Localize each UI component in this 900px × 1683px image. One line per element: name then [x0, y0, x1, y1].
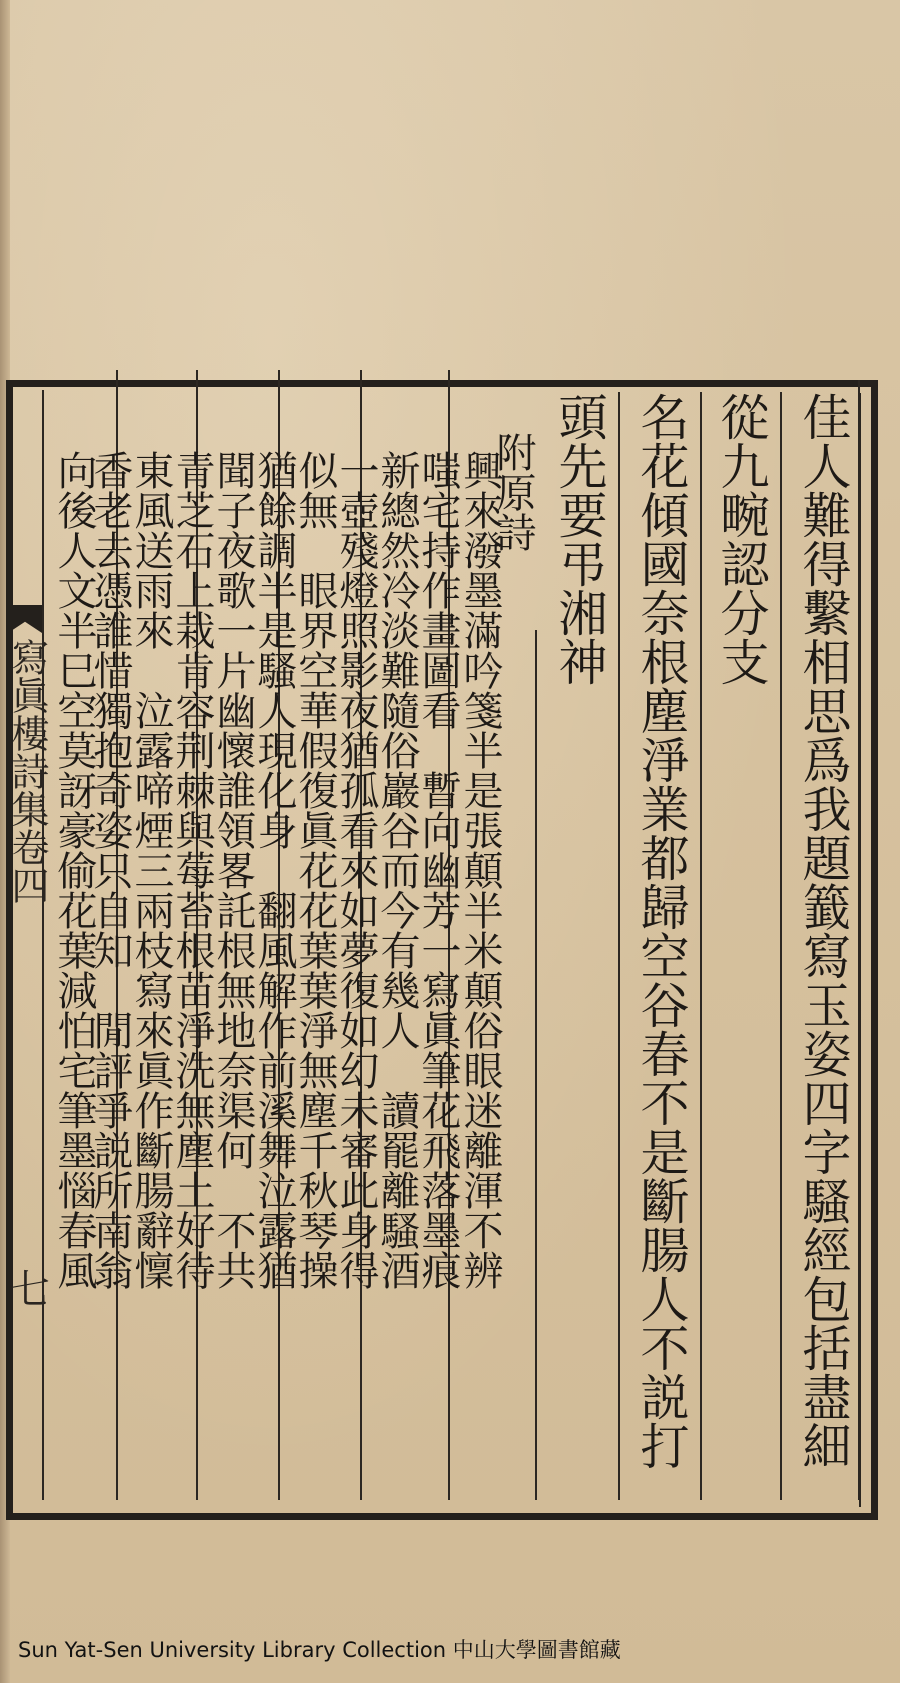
- page-number: 七: [10, 1267, 50, 1313]
- poem-column-1: 興來潑墨滿吟箋半是張顛半米顛俗眼迷離渾不辨: [457, 450, 503, 1290]
- poem-column-7: 聞子夜歌一片幽懷誰領畧託根無地奈渠何 不共: [210, 450, 256, 1290]
- column-rule: [618, 392, 620, 1500]
- column-rule: [700, 392, 702, 1500]
- poem-column-9: 東風送雨來 泣露啼煙三兩枝寫來眞作斷腸辭懍: [128, 450, 174, 1290]
- poem-column-10: 香老去憑誰惜獨抱奇姿只自知 閒評爭説所南翁: [87, 450, 133, 1290]
- library-credit: Sun Yat-Sen University Library Collection 中山大學圖書館藏: [18, 1638, 621, 1662]
- column-rule: [780, 392, 782, 1500]
- column-rule: [858, 380, 860, 1500]
- poem-column-6: 猶餘調半是騷人現化身 翻風解作前溪舞泣露猶: [251, 450, 297, 1290]
- text-column-2: 從九畹認分支: [713, 392, 770, 686]
- banxin-title: 寫眞樓詩集卷四: [5, 638, 49, 904]
- poem-heading: 附原詩: [490, 432, 536, 552]
- text-column-1: 佳人難得繫相思爲我題籖寫玉姿四字騷經包括盡細: [795, 392, 852, 1470]
- poem-column-3: 新總然冷淡難隨俗巖谷而今有幾人 讀罷離騷酒: [374, 450, 420, 1290]
- text-column-3: 名花傾國奈根塵淨業都歸空谷春不是斷腸人不説打: [633, 392, 690, 1470]
- poem-column-5: 似無 眼界空華假復眞花花葉葉淨無塵千秋琴操: [292, 450, 338, 1290]
- poem-column-4: 一壺殘燈照影夜猶孤看來如夢復如幻未審此身得: [333, 450, 379, 1290]
- poem-column-8: 青芝石上栽肯容荆棘與莓苔根苗淨洗無塵土好待: [169, 450, 215, 1290]
- column-rule: [42, 390, 44, 1500]
- poem-column-2: 嗤宅持作畫圖看 暫向幽芳一寫眞筆花飛落墨痕: [415, 450, 461, 1290]
- column-rule: [535, 630, 537, 1500]
- text-column-4: 頭先要弔湘神: [551, 392, 608, 686]
- poem-column-11: 向後人文半巳空莫訝豪偷花葉減怕宅筆墨惱春風: [51, 450, 97, 1290]
